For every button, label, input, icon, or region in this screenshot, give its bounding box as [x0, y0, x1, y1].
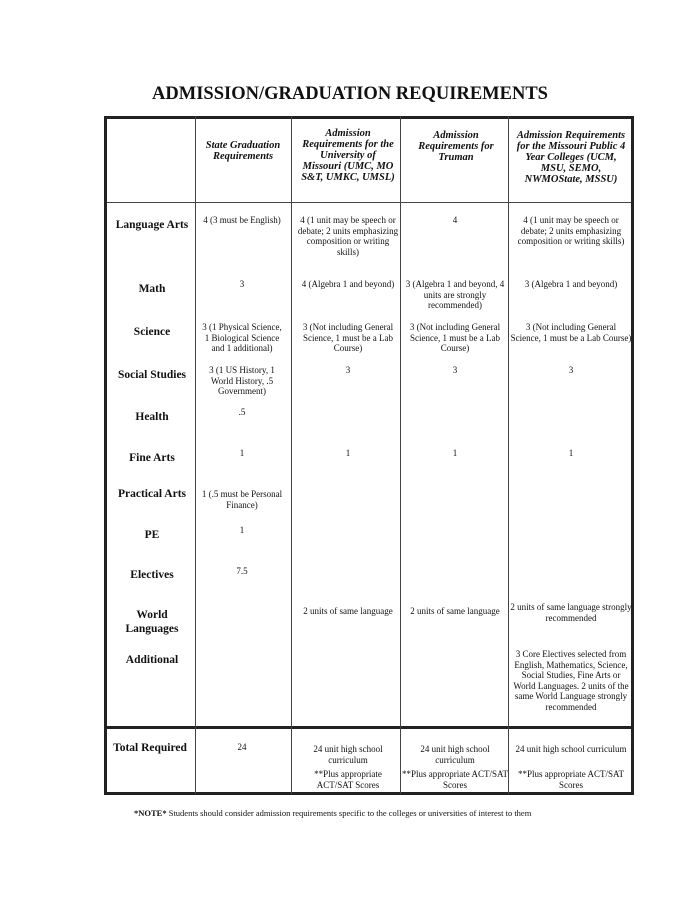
row-label-total-required: Total Required	[113, 742, 187, 754]
row-label-additional: Additional	[125, 654, 179, 666]
column-divider	[400, 116, 401, 794]
header-state-graduation: State Graduation Requirements	[205, 140, 281, 162]
header-truman: Admission Requirements for Truman	[418, 130, 494, 163]
total-curriculum: 24 unit high school curriculum	[420, 744, 490, 765]
header-missouri-public-colleges: Admission Requirements for the Missouri Public 4 Year Colleges (UCM, MSU, SEMO, NWMOState, MSSU)	[516, 130, 626, 185]
total-plus-scores: **Plus appropriate ACT/SAT Scores	[314, 769, 382, 790]
footnote	[134, 808, 654, 818]
total-curriculum: 24 unit high school curriculum	[515, 744, 627, 754]
row-label-language-arts: Language Arts	[115, 219, 189, 231]
table-border-left	[104, 116, 107, 794]
row-label-health: Health	[135, 411, 169, 423]
row-label-math: Math	[138, 283, 166, 295]
table-cell: 3 (Not including General Science, 1 must be a Lab Course)	[409, 322, 501, 353]
row-label-world-languages: World Languages	[125, 609, 179, 635]
table-cell: 3 (Algebra 1 and beyond)	[524, 279, 618, 289]
row-label-pe: PE	[144, 529, 160, 541]
table-cell: .5	[238, 407, 246, 417]
table-cell: 4 (1 unit may be speech or debate; 2 units emphasizing composition or writing skills)	[517, 215, 625, 246]
note-text: Students should consider admission requirements specific to the colleges or universities of interest to them	[166, 808, 532, 818]
row-label-social-studies: Social Studies	[117, 369, 187, 381]
table-cell: 3 (1 US History, 1 World History, .5 Government)	[209, 365, 275, 396]
table-cell: 1	[239, 448, 245, 458]
table-cell: 4 (3 must be English)	[203, 215, 281, 225]
table-cell: 7.5	[236, 566, 248, 576]
row-label-fine-arts: Fine Arts	[129, 452, 175, 464]
table-cell: 3 Core Electives selected from English, Mathematics, Science, Social Studies, Fine Arts or World Languages. 2 units of the same World Language strongly recommended	[513, 649, 629, 712]
row-label-practical-arts: Practical Arts	[117, 488, 186, 500]
total-plus-scores: **Plus appropriate ACT/SAT Scores	[518, 769, 624, 790]
table-cell: 3	[239, 279, 245, 289]
row-label-science: Science	[133, 326, 171, 338]
header-university-of-missouri: Admission Requirements for the University of Missouri (UMC, MO S&T, UMKC, UMSL)	[301, 128, 395, 183]
table-cell: 2 units of same language	[303, 606, 393, 616]
table-cell: 2 units of same language	[410, 606, 500, 616]
requirements-table	[104, 116, 634, 794]
column-divider	[195, 116, 196, 794]
table-cell: 1	[239, 525, 245, 535]
table-cell: 4	[452, 215, 458, 225]
table-cell: 4 (Algebra 1 and beyond)	[301, 279, 395, 289]
table-border-top	[104, 116, 634, 119]
table-border-bottom	[104, 792, 634, 795]
table-cell: 3 (Not including General Science, 1 must be a Lab Course)	[510, 322, 632, 343]
table-cell: 3 (Algebra 1 and beyond, 4 units are strongly recommended)	[405, 279, 505, 310]
table-cell: 3 (Not including General Science, 1 must be a Lab Course)	[302, 322, 394, 353]
total-state-value: 24	[237, 742, 247, 752]
table-cell: 1	[568, 448, 574, 458]
total-plus-scores: **Plus appropriate ACT/SAT Scores	[402, 769, 508, 790]
table-cell: 3	[452, 365, 458, 375]
table-cell: 1	[452, 448, 458, 458]
table-cell: 3	[345, 365, 351, 375]
column-divider	[508, 116, 509, 794]
header-divider	[104, 202, 634, 203]
column-divider	[291, 116, 292, 794]
total-curriculum: 24 unit high school curriculum	[313, 744, 383, 765]
table-cell: 2 units of same language strongly recommended	[510, 602, 632, 623]
total-divider	[104, 726, 634, 729]
table-cell: 1	[345, 448, 351, 458]
table-cell: 3	[568, 365, 574, 375]
table-cell: 1 (.5 must be Personal Finance)	[201, 489, 283, 510]
table-cell: 3 (1 Physical Science, 1 Biological Science and 1 additional)	[202, 322, 282, 353]
row-label-electives: Electives	[130, 569, 174, 581]
page-title: ADMISSION/GRADUATION REQUIREMENTS	[152, 84, 548, 104]
table-cell: 4 (1 unit may be speech or debate; 2 units emphasizing composition or writing skills)	[297, 215, 399, 257]
note-prefix: *NOTE*	[134, 808, 167, 818]
